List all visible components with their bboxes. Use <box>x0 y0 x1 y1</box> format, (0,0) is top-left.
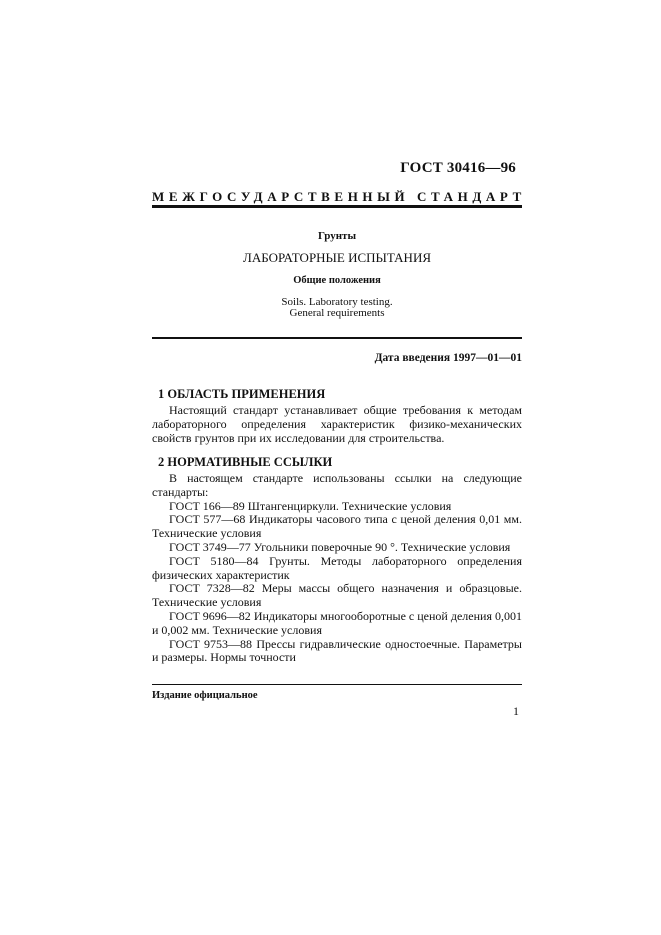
header-divider <box>152 205 522 208</box>
english-title-line1: Soils. Laboratory testing. <box>281 296 393 308</box>
english-title-line2: General requirements <box>289 307 385 319</box>
edition-note: Издание официальное <box>152 690 258 701</box>
reference-item: ГОСТ 577—68 Индикаторы часового типа с ценой деления 0,01 мм. Технические условия <box>152 512 522 541</box>
document-subject: Грунты <box>317 230 357 242</box>
reference-item: ГОСТ 5180—84 Грунты. Методы лабораторного определения физических характеристик <box>152 553 522 582</box>
standard-number: ГОСТ 30416—96 <box>400 160 516 176</box>
standard-type-label: МЕЖГОСУДАРСТВЕННЫЙ СТАНДАРТ <box>152 189 526 204</box>
reference-item: ГОСТ 9696—82 Индикаторы многооборотные с ценой деления 0,001 и 0,002 мм. Технические условия <box>152 608 522 637</box>
document-title: ЛАБОРАТОРНЫЕ ИСПЫТАНИЯ <box>243 250 431 265</box>
effective-date: Дата введения 1997—01—01 <box>374 352 522 364</box>
reference-item: ГОСТ 166—89 Штангенциркули. Технические условия <box>169 498 452 513</box>
reference-item: ГОСТ 7328—82 Меры массы общего назначения и образцовые. Технические условия <box>152 581 522 610</box>
title-divider <box>152 337 522 339</box>
section-heading-scope: 1 ОБЛАСТЬ ПРИМЕНЕНИЯ <box>158 387 326 401</box>
document-subtitle: Общие положения <box>293 275 381 286</box>
page-number: 1 <box>513 704 519 718</box>
references-intro: В настоящем стандарте использованы ссылки на следующие стандарты: <box>152 471 522 499</box>
footer-divider <box>152 684 522 685</box>
section-heading-references: 2 НОРМАТИВНЫЕ ССЫЛКИ <box>158 455 333 469</box>
scope-paragraph: Настоящий стандарт устанавливает общие требования к методам лабораторного определения характеристик физико-механических свойств грунтов при их исследовании для строительства. <box>152 403 522 445</box>
reference-item: ГОСТ 3749—77 Угольники поверочные 90 °. Технические условия <box>169 539 511 554</box>
section-body-scope <box>152 404 522 445</box>
reference-item: ГОСТ 9753—88 Прессы гидравлические одностоечные. Параметры и размеры. Нормы точности <box>152 636 522 665</box>
section-body-references <box>152 472 522 665</box>
